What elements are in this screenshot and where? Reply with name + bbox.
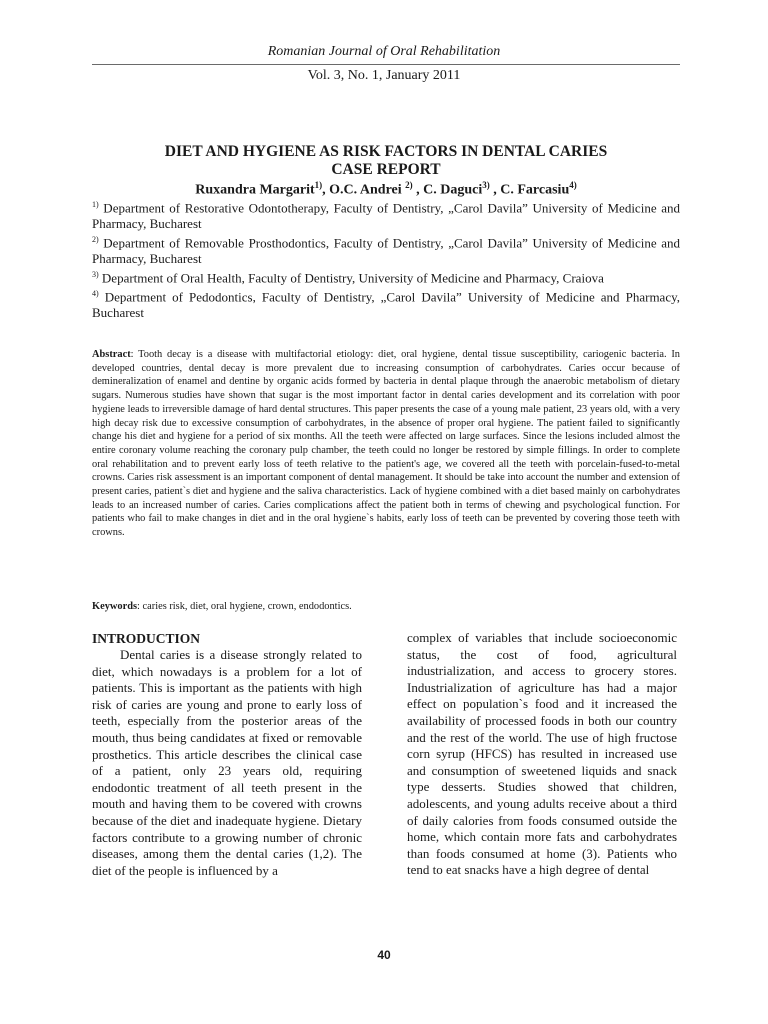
author-affil-mark: 4) [569, 180, 577, 190]
affiliations [92, 197, 680, 321]
intro-paragraph: Dental caries is a disease strongly related to diet, which nowadays is a problem for a lot of patients. This is important as the patients with high risk of caries are young and prone to early loss of teeth, especially from the posterior areas of the mouth, thus being candidates at fixed or removable prosthetics. This article describes the clinical case of a patient, only 23 years old, requiring endodontic treatment of all teeth present in the mouth and having them to be covered with crowns because of the diet and inadequate hygiene. Dietary factors contribute to a growing number of chronic diseases, among them the dental caries (1,2). The diet of the people is influenced by a [92, 647, 362, 878]
keywords [92, 601, 680, 612]
article-title [92, 143, 680, 179]
abstract-text: : Tooth decay is a disease with multifactorial etiology: diet, oral hygiene, dental tissue susceptibility, cariogenic bacteria. In developed countries, dental decay is more prevalent due to increasing consumption of carbohydrates. Caries occur because of demineralization of enamel and dentine by organic acids formed by bacteria in dental plaque through the anaerobic metabolism of dietary sugars. Numerous studies have shown that sugar is the most important factor in dental caries development and its correlation with poor hygiene leads to irreversible damage of hard dental structures. This paper presents the case of a young male patient, 23 years old, with a very high decay risk due to excessive consumption of carbohydrates, in the absence of proper oral hygiene. The patient failed to significantly change his diet and hygiene for a period of six months. All the teeth were affected on large surfaces. Since the lesions included almost the entire coronary volume reaching the coronary pulp chamber, the teeth could no longer be restored by simple fillings. In order to complete oral rehabilitation and to prevent early loss of teeth relative to the patient's age, we covered all the teeth with porcelain-fused-to-metal crowns. Caries risk assessment is an important component of dental management. It should be take into account the number and extension of present caries, patient`s diet and hygiene and the saliva characteristics. Lack of hygiene combined with a diet based mainly on carbohydrates leads to an increased number of caries. Caries complications affect the patient both in terms of chewing and psychological function. For patients who fail to make changes in diet and in the oral hygiene`s habits, early loss of teeth can be prevented by covering those teeth with crowns. [92, 349, 680, 539]
abstract [92, 348, 680, 540]
affiliation-number: 1) [92, 200, 99, 209]
author-separator: , [322, 182, 330, 198]
author-name: C. Daguci [423, 182, 483, 198]
keywords-label: Keywords [92, 601, 138, 612]
abstract-label: Abstract [92, 349, 131, 360]
body-column-right [407, 630, 677, 879]
author-affil-mark: 3) [482, 180, 490, 190]
author-list [92, 180, 680, 199]
title-line-1: DIET AND HYGIENE AS RISK FACTORS IN DENTAL CARIES [164, 143, 608, 160]
affiliation-text: Department of Pedodontics, Faculty of Dentistry, „Carol Davila” University of Medicine and Pharmacy, Bucharest [92, 289, 680, 321]
affiliation-item [92, 286, 680, 321]
title-line-2: CASE REPORT [331, 161, 441, 178]
page-number: 40 [377, 948, 391, 962]
section-heading: INTRODUCTION [92, 631, 201, 646]
affiliation-text: Department of Removable Prosthodontics, Faculty of Dentistry, „Carol Davila” University of Medicine and Pharmacy, Bucharest [92, 235, 680, 267]
affiliation-number: 4) [92, 288, 99, 298]
affiliation-text: Department of Restorative Odontotherapy, Faculty of Dentistry, „Carol Davila” University of Medicine and Pharmacy, Bucharest [92, 200, 680, 232]
header-rule [92, 64, 680, 65]
affiliation-item [92, 197, 680, 232]
affiliation-number: 3) [92, 269, 99, 279]
author-separator: , [412, 182, 424, 198]
journal-name: Romanian Journal of Oral Rehabilitation [267, 44, 501, 59]
affiliation-number: 2) [92, 234, 99, 244]
intro-paragraph-continued: complex of variables that include socioeconomic status, the cost of food, agricultural industrialization, and access to grocery stores. Industrialization of agriculture has had a major effect on population`s food and it increased the availability of processed foods in both our country and the rest of the world. The use of high fructose corn syrup (HFCS) has resulted in increased use and consumption of sweetened liquids and snack type desserts. Studies showed that children, adolescents, and young adults receive about a third of daily calories from foods consumed outside the home, which contain more fats and carbohydrates than foods consumed at home (3). Patients who tend to eat snacks have a high degree of dental [407, 630, 677, 878]
author-name: C. Farcasiu [500, 182, 570, 198]
affiliation-item [92, 232, 680, 267]
author-name: O.C. Andrei [329, 182, 406, 198]
volume-info: Vol. 3, No. 1, January 2011 [307, 68, 461, 83]
keywords-text: : caries risk, diet, oral hygiene, crown, endodontics. [137, 601, 352, 612]
affiliation-text: Department of Oral Health, Faculty of Dentistry, University of Medicine and Pharmacy, Craiova [98, 270, 604, 286]
author-separator: , [489, 182, 501, 198]
author-affil-mark: 1) [314, 180, 323, 190]
author-name: Ruxandra Margarit [195, 182, 315, 198]
affiliation-item [92, 267, 680, 286]
body-column-left [92, 630, 362, 879]
author-affil-mark: 2) [405, 180, 413, 190]
